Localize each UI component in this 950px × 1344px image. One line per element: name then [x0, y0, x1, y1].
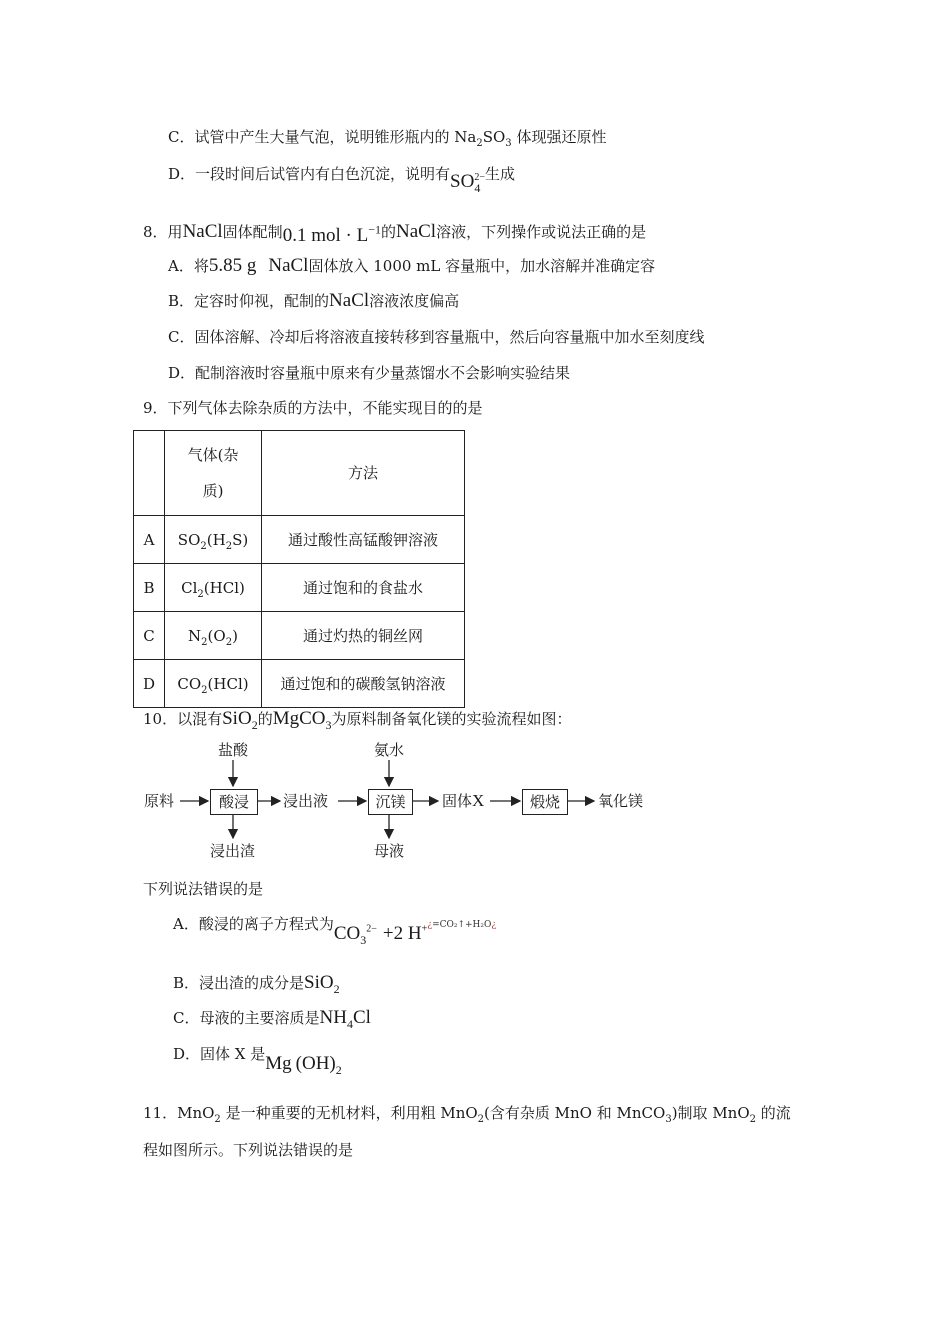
table-header-method: 方法 [262, 431, 465, 516]
ammonium-chloride-formula: $NH_4Cl$ [319, 1007, 371, 1031]
q10-option-c: C．母液的主要溶质是$NH_4Cl$ [173, 1007, 371, 1031]
row-gas: $CO_2(HCl)$ [165, 660, 262, 708]
table-header-row [134, 431, 465, 516]
q8-option-d: D．配制溶液时容量瓶中原来有少量蒸馏水不会影响实验结果 [168, 364, 571, 382]
row-option: A [134, 516, 165, 564]
process-flow-diagram [140, 738, 660, 868]
q8-option-a: A．将5.85 g NaCl固体放入 1000 mL 容量瓶中，加水溶解并准确定容 [168, 255, 656, 276]
table-header-blank [134, 431, 165, 516]
q11-stem-line1: 11．MnO$_2$ 是一种重要的无机材料，利用粗 MnO$_2$(含有杂质 MnO 和 MnCO$_3$)制取 MnO$_2$ 的流 [143, 1104, 791, 1125]
ionic-equation: $CO_3^{2-} +2$ H+ [333, 923, 428, 947]
flow-precipitation-box: 沉镁 [368, 789, 413, 815]
sulfate-ion: $SO_4^{2-}$ [450, 171, 485, 195]
table-row [134, 660, 465, 708]
row-method: 通过灼热的铜丝网 [262, 612, 465, 660]
table-row [134, 564, 465, 612]
q11-stem-line2: 程如图所示。下列说法错误的是 [143, 1141, 354, 1159]
row-method: 通过酸性高锰酸钾溶液 [262, 516, 465, 564]
row-gas: $Cl_2(HCl)$ [165, 564, 262, 612]
row-gas: $N_2(O_2)$ [165, 612, 262, 660]
magnesium-hydroxide-formula: Mg $(OH)_2$ [265, 1053, 342, 1077]
row-option: C [134, 612, 165, 660]
q10-option-d: D．固体 X 是Mg $(OH)_2$ [173, 1045, 342, 1077]
q10-option-b: B．浸出渣的成分是SiO$_2$ [173, 972, 340, 996]
gas-purification-table [133, 430, 465, 708]
q8-option-b: B．定容时仰视，配制的NaCl溶液浓度偏高 [168, 290, 460, 311]
row-option: D [134, 660, 165, 708]
flow-acid-leaching-box: 酸浸 [210, 789, 258, 815]
row-gas: $SO_2(H_2S)$ [165, 516, 262, 564]
q10-stem: 10．以混有SiO$_2$的MgCO$_3$为原料制备氧化镁的实验流程如图： [143, 708, 572, 732]
q10-option-a: A．酸浸的离子方程式为$CO_3^{2-} +2$ H+¿=CO₂↑+H₂O¿ [173, 915, 497, 947]
flow-ammonia: 氨水 [374, 741, 405, 759]
flow-solid-x: 固体X [442, 791, 485, 810]
q7-option-d: D．一段时间后试管内有白色沉淀，说明有$SO_4^{2-}$生成 [168, 165, 515, 195]
q8-option-c: C．固体溶解、冷却后将溶液直接转移到容量瓶中，然后向容量瓶中加水至刻度线 [168, 328, 705, 346]
flow-calcination-box: 煅烧 [522, 789, 568, 815]
q7-option-c: C．试管中产生大量气泡，说明锥形瓶内的 $Na_2SO_3$ 体现强还原性 [168, 128, 607, 149]
row-option: B [134, 564, 165, 612]
flow-leach-residue: 浸出渣 [210, 842, 256, 860]
q9-stem: 9．下列气体去除杂质的方法中，不能实现目的的是 [143, 399, 483, 417]
table-row [134, 612, 465, 660]
row-method: 通过饱和的食盐水 [262, 564, 465, 612]
flow-hydrochloric-acid: 盐酸 [218, 741, 249, 759]
table-header-gas: 气体(杂 质) [165, 431, 262, 516]
flow-leachate: 浸出液 [283, 792, 329, 810]
table-row [134, 516, 465, 564]
flow-mother-liquor: 母液 [374, 842, 405, 860]
flow-raw-material: 原料 [144, 792, 175, 810]
row-method: 通过饱和的碳酸氢钠溶液 [262, 660, 465, 708]
q8-stem: 8．用NaCl固体配制0.1 mol · $L^{-1}$的NaCl溶液，下列操作或说法正确的是 [143, 221, 647, 246]
concentration: 0.1 mol · $L^{-1}$ [282, 222, 381, 246]
silica-formula: SiO$_2$ [222, 708, 258, 732]
flow-magnesium-oxide: 氧化镁 [598, 792, 644, 810]
magnesium-carbonate-formula: MgCO$_3$ [272, 708, 332, 732]
q10-sub-stem: 下列说法错误的是 [143, 880, 264, 898]
silica-formula: SiO$_2$ [304, 972, 340, 996]
